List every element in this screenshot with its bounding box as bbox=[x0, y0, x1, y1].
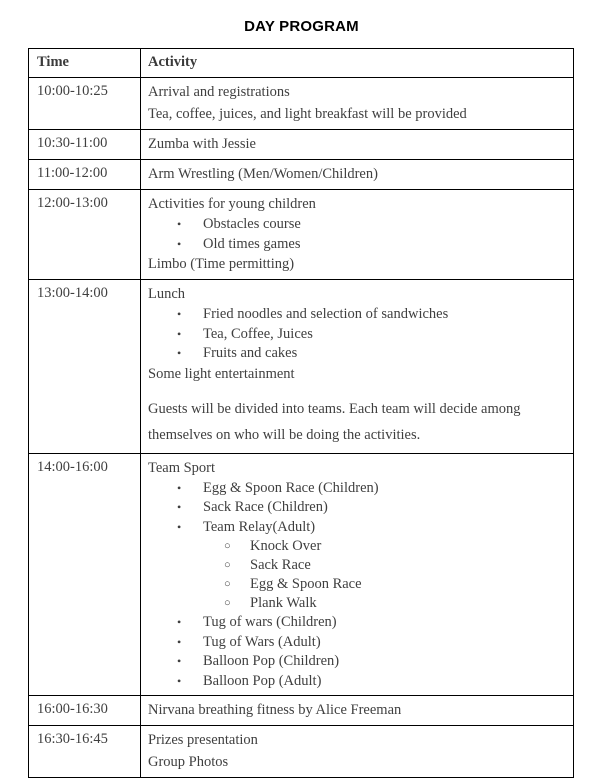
list-item bbox=[148, 556, 567, 575]
activity-line: Some light entertainment bbox=[148, 365, 295, 382]
row-time-cell bbox=[29, 130, 141, 160]
list-item-label: Fried noodles and selection of sandwiches bbox=[203, 306, 449, 322]
list-item bbox=[148, 325, 567, 345]
activity-heading: Team Sport bbox=[148, 459, 216, 476]
circle-bullet-icon: ○ bbox=[224, 597, 231, 609]
row-time-value: 16:30-16:45 bbox=[37, 731, 108, 747]
list-item bbox=[148, 594, 567, 613]
bullet-icon: • bbox=[177, 236, 182, 251]
table-header-time-cell bbox=[29, 49, 141, 78]
list-item-label: Plank Walk bbox=[250, 595, 317, 611]
row-time-value: 14:00-16:00 bbox=[37, 458, 108, 475]
activity-line: Arm Wrestling (Men/Women/Children) bbox=[148, 166, 378, 182]
circle-bullet-icon: ○ bbox=[224, 578, 231, 590]
list-item bbox=[148, 235, 567, 255]
activity-line: Group Photos bbox=[148, 754, 229, 770]
page-title: DAY PROGRAM bbox=[244, 18, 359, 35]
list-item-label: Tug of Wars (Adult) bbox=[203, 633, 321, 650]
list-item-label: Tug of wars (Children) bbox=[203, 614, 337, 630]
activity-paragraph: Guests will be divided into teams. Each team will decide among themselves on who will be doing the activities. bbox=[148, 400, 521, 443]
list-item-label: Sack Race bbox=[250, 557, 311, 573]
day-program-table bbox=[28, 48, 574, 778]
row-activity-content bbox=[141, 696, 573, 725]
list-item-label: Obstacles course bbox=[203, 216, 301, 232]
row-time-value: 12:00-13:00 bbox=[37, 195, 108, 211]
activity-heading: Lunch bbox=[148, 286, 186, 302]
activity-line: Nirvana breathing fitness by Alice Freeman bbox=[148, 702, 402, 718]
list-item bbox=[148, 537, 567, 556]
row-activity-content bbox=[141, 160, 573, 189]
bullet-icon: • bbox=[177, 307, 182, 321]
activity-line: Limbo (Time permitting) bbox=[148, 256, 295, 272]
list-item bbox=[148, 215, 567, 235]
row-activity-cell bbox=[141, 160, 574, 190]
list-item-label: Balloon Pop (Children) bbox=[203, 653, 340, 669]
list-item-label: Old times games bbox=[203, 235, 301, 252]
bullet-icon: • bbox=[177, 634, 182, 649]
list-item bbox=[148, 518, 567, 538]
bullet-icon: • bbox=[177, 346, 182, 360]
circle-bullet-icon: ○ bbox=[224, 540, 231, 552]
table-row bbox=[29, 160, 574, 190]
bullet-icon: • bbox=[177, 615, 182, 629]
row-activity-cell bbox=[141, 190, 574, 280]
list-item bbox=[148, 498, 567, 518]
list-item bbox=[148, 633, 567, 653]
row-time-value: 16:00-16:30 bbox=[37, 701, 108, 717]
bullet-icon: • bbox=[177, 673, 182, 688]
bullet-icon: • bbox=[177, 480, 182, 495]
list-item bbox=[148, 652, 567, 672]
bullet-icon: • bbox=[177, 519, 182, 534]
row-time-cell bbox=[29, 78, 141, 130]
list-item-label: Egg & Spoon Race (Children) bbox=[203, 479, 379, 496]
activity-line: Tea, coffee, juices, and light breakfast will be provided bbox=[148, 106, 467, 122]
row-activity-content bbox=[141, 454, 573, 696]
row-time-cell bbox=[29, 453, 141, 696]
table-row bbox=[29, 453, 574, 696]
list-item-label: Balloon Pop (Adult) bbox=[203, 672, 322, 689]
row-activity-cell bbox=[141, 453, 574, 696]
table-row bbox=[29, 130, 574, 160]
row-time-value: 10:00-10:25 bbox=[37, 83, 108, 99]
row-activity-content bbox=[141, 78, 573, 129]
row-activity-cell bbox=[141, 280, 574, 454]
list-item-label: Knock Over bbox=[250, 538, 322, 554]
row-activity-cell bbox=[141, 696, 574, 726]
row-time-cell bbox=[29, 160, 141, 190]
list-item bbox=[148, 575, 567, 594]
activity-bullet-list bbox=[148, 479, 567, 538]
list-item-label: Tea, Coffee, Juices bbox=[203, 325, 313, 342]
row-time-value: 13:00-14:00 bbox=[37, 285, 108, 301]
bullet-icon: • bbox=[177, 217, 182, 231]
row-activity-content bbox=[141, 280, 573, 453]
row-time-cell bbox=[29, 190, 141, 280]
list-item bbox=[148, 479, 567, 499]
activity-sub-bullet-list bbox=[148, 537, 567, 613]
activity-bullet-list bbox=[148, 305, 567, 364]
activity-bullet-list bbox=[148, 215, 567, 254]
row-activity-content bbox=[141, 130, 573, 159]
table-header-time-label: Time bbox=[37, 54, 69, 70]
table-header-activity-label: Activity bbox=[148, 54, 198, 70]
list-item bbox=[148, 613, 567, 633]
row-time-cell bbox=[29, 280, 141, 454]
table-row bbox=[29, 78, 574, 130]
activity-line: Prizes presentation bbox=[148, 732, 258, 748]
list-item bbox=[148, 344, 567, 364]
circle-bullet-icon: ○ bbox=[224, 559, 231, 571]
activity-line: Zumba with Jessie bbox=[148, 136, 256, 152]
list-item bbox=[148, 672, 567, 692]
row-time-value: 10:30-11:00 bbox=[37, 135, 108, 151]
list-item-label: Sack Race (Children) bbox=[203, 499, 328, 515]
table-header-row bbox=[29, 49, 574, 78]
activity-line: Arrival and registrations bbox=[148, 84, 290, 100]
bullet-icon: • bbox=[177, 326, 182, 341]
table-header-activity-cell bbox=[141, 49, 574, 78]
bullet-icon: • bbox=[177, 500, 182, 514]
program-table-container bbox=[28, 48, 573, 778]
table-row bbox=[29, 190, 574, 280]
list-item-label: Fruits and cakes bbox=[203, 345, 298, 361]
activity-bullet-list bbox=[148, 613, 567, 691]
row-time-cell bbox=[29, 696, 141, 726]
row-activity-cell bbox=[141, 78, 574, 130]
table-row bbox=[29, 696, 574, 726]
row-activity-content bbox=[141, 190, 573, 279]
row-activity-cell bbox=[141, 130, 574, 160]
paragraph-spacer bbox=[148, 385, 567, 396]
list-item-label: Team Relay(Adult) bbox=[203, 518, 316, 535]
activity-heading: Activities for young children bbox=[148, 196, 316, 212]
table-row bbox=[29, 280, 574, 454]
row-time-value: 11:00-12:00 bbox=[37, 165, 108, 181]
bullet-icon: • bbox=[177, 654, 182, 668]
list-item bbox=[148, 305, 567, 325]
list-item-label: Egg & Spoon Race bbox=[250, 576, 362, 592]
